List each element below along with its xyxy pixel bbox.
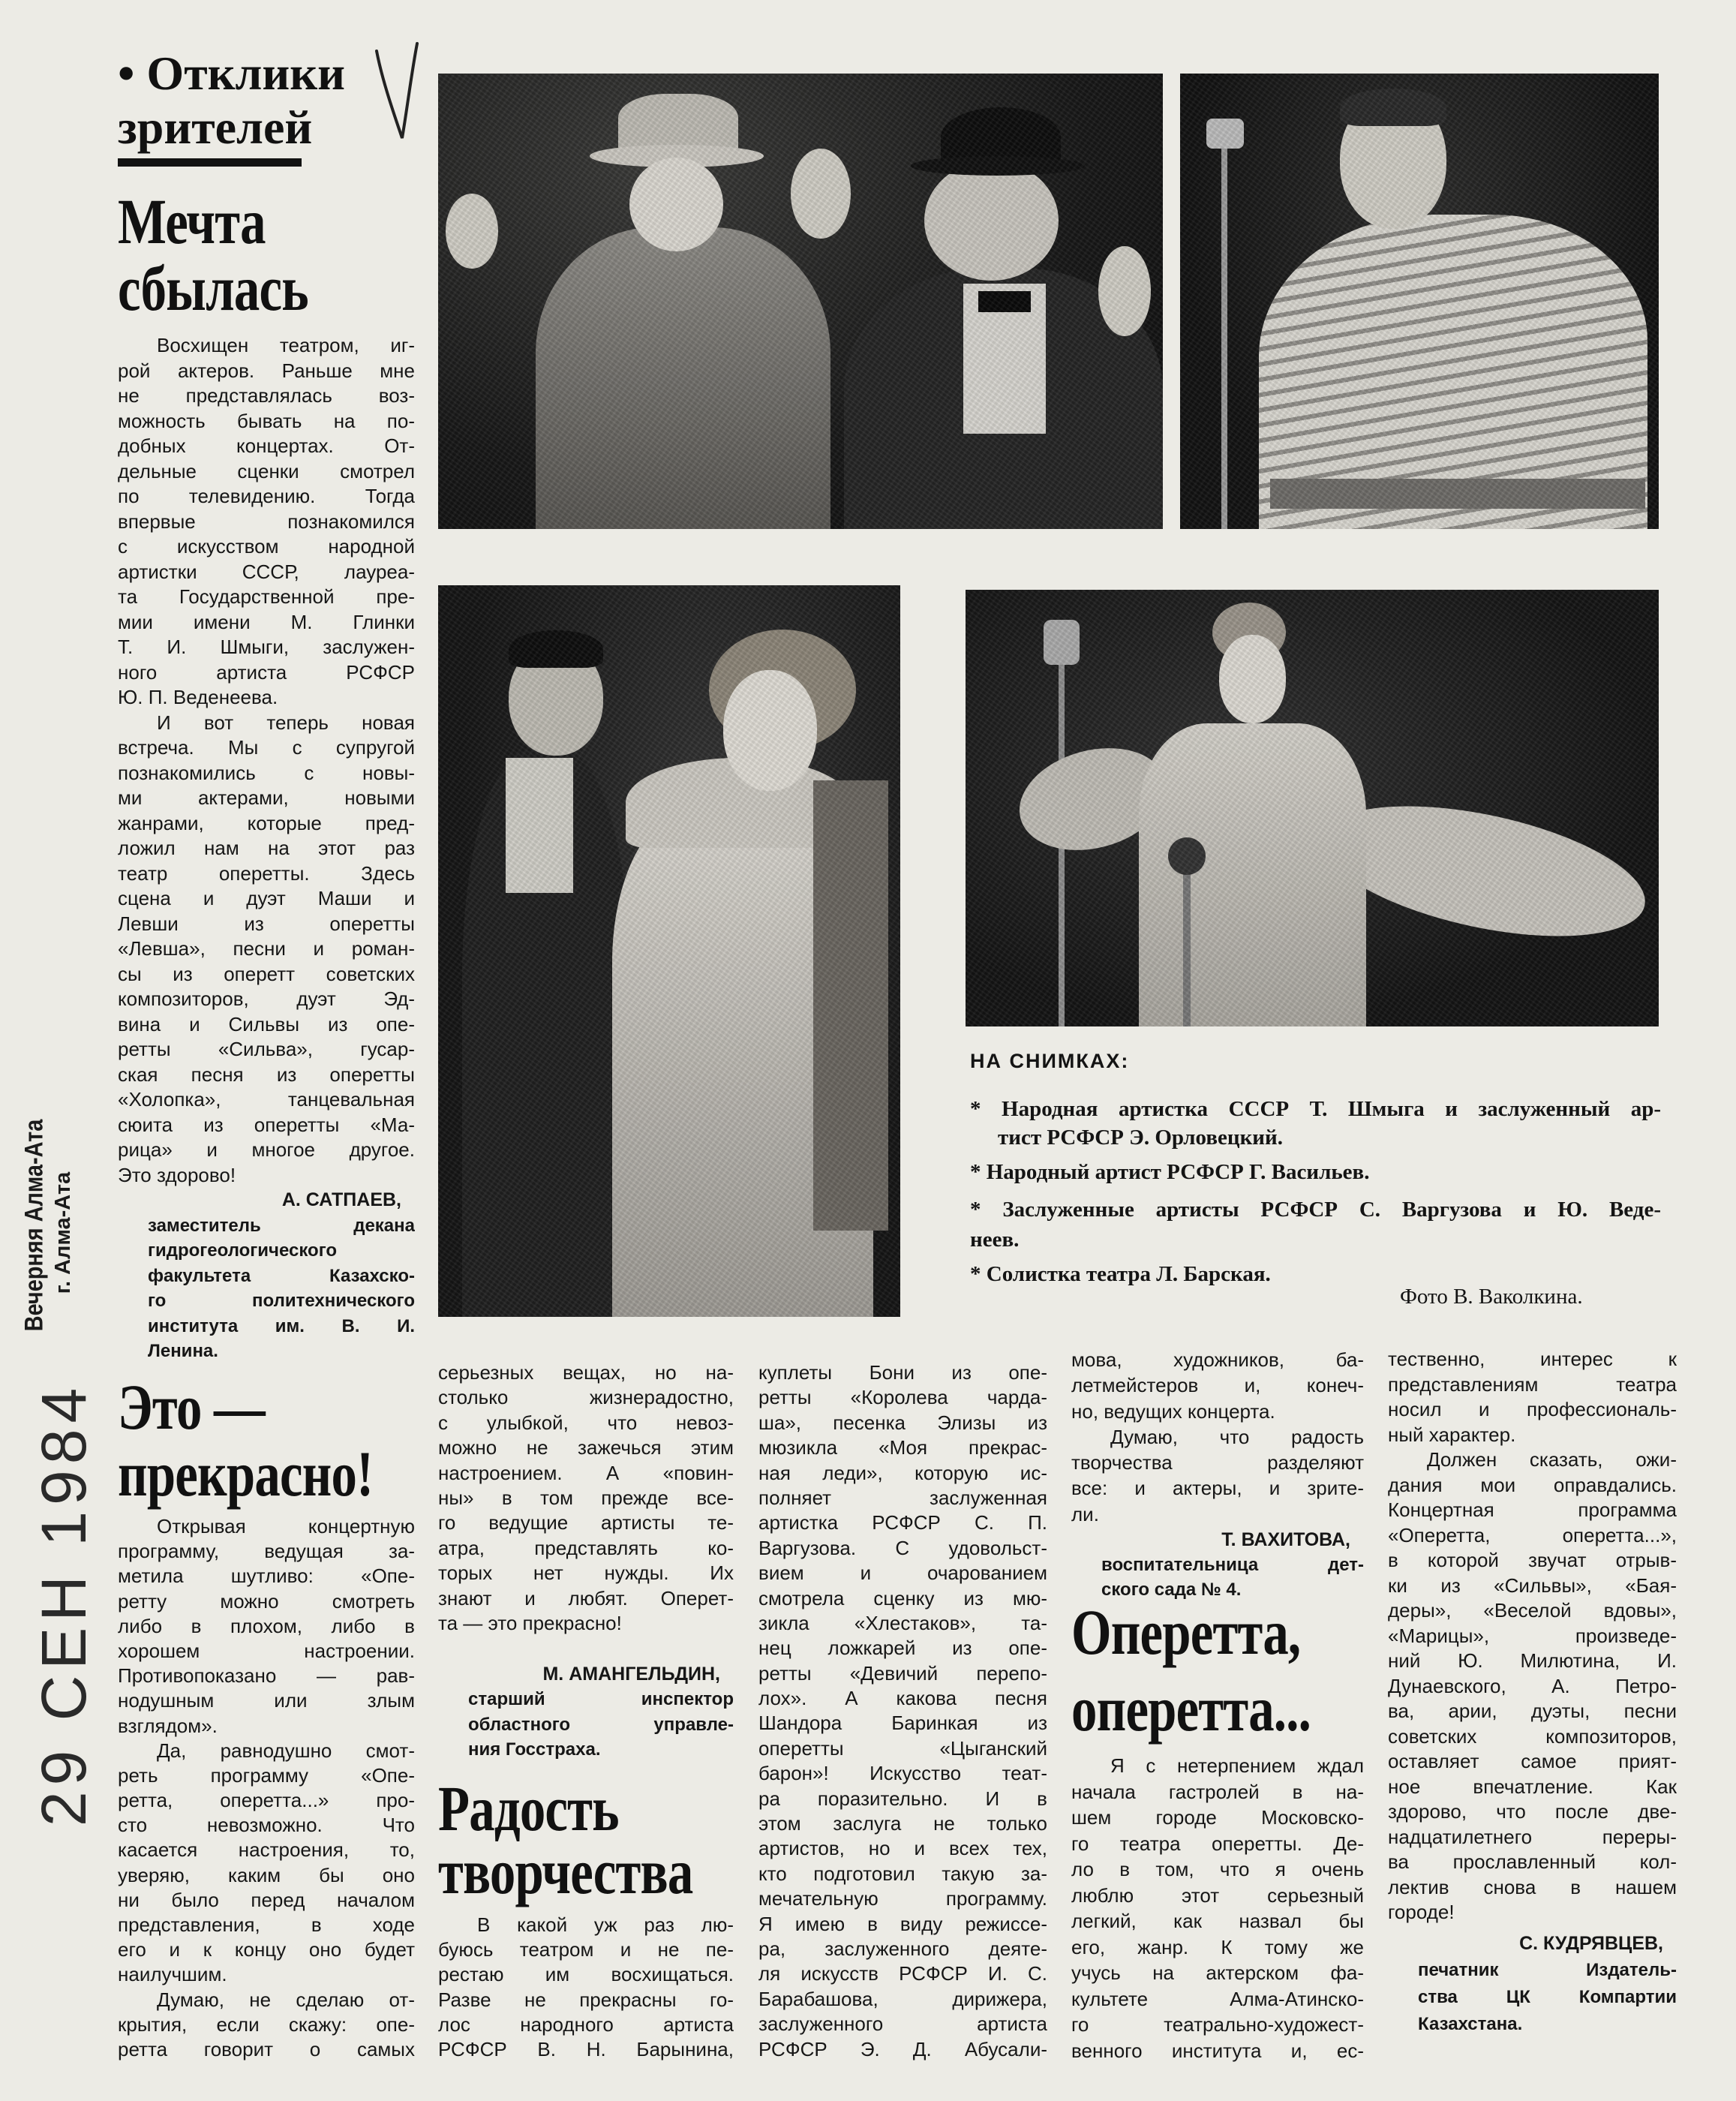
performer-hair (509, 630, 603, 668)
text-line: оставляет самое прият- (1388, 1750, 1677, 1772)
text-line: Это здорово! (118, 1163, 236, 1186)
text-line: Я имею в виду режиссе- (758, 1912, 1047, 1935)
article-3-body-col4 (1071, 1347, 1364, 1527)
text-line: та Государственной пре- (118, 585, 415, 608)
text-line: Барабашова, дирижера, (758, 1987, 1047, 2010)
rubric-underline (118, 158, 302, 167)
performer-hand (791, 149, 851, 239)
text-line: ний Ю. Милютина, И. (1388, 1649, 1677, 1672)
text-line: композиторов, дуэт Эд- (118, 987, 415, 1010)
text-line: все: и актеры, и зрите- (1071, 1477, 1364, 1500)
signature-title-line: воспитательница дет- (1101, 1555, 1364, 1575)
text-line: не представлялась воз- (118, 384, 415, 407)
text-line: В какой уж раз лю- (477, 1913, 734, 1936)
photo-shmyga-orlovetsky (438, 74, 1163, 529)
caption-line: неев. (970, 1228, 1020, 1252)
text-line: с улыбкой, что невоз- (438, 1411, 734, 1434)
performer-shirt (506, 758, 573, 893)
text-line: знают и любят. Оперет- (438, 1586, 734, 1610)
city-stamp: г. Алма-Ата (51, 1171, 75, 1294)
text-line: реть программу «Опе- (118, 1763, 415, 1787)
text-line: хорошем настроении. (118, 1639, 415, 1662)
text-line: лектив снова в нашем (1388, 1875, 1677, 1898)
text-line: Ю. П. Веденеева. (118, 686, 278, 708)
text-line: ный характер. (1388, 1423, 1516, 1446)
signature-title-line: ства ЦК Компартии (1418, 1987, 1677, 2007)
signature-name: М. АМАНГЕЛЬДИН, (542, 1664, 720, 1685)
text-line: куплеты Бони из опе- (758, 1361, 1047, 1384)
text-line: вием и очарованием (758, 1561, 1047, 1585)
text-line: рестаю им восхищаться. (438, 1963, 734, 1986)
photo-vasiliev (1180, 74, 1659, 529)
article-2-headline-1: Это — (118, 1371, 265, 1443)
text-line: представлениям театра (1388, 1372, 1677, 1396)
text-line: «Оперетта, оперетта...», (1388, 1523, 1677, 1546)
text-line: городе! (1388, 1901, 1455, 1923)
text-line: касается настроения, то, (118, 1838, 415, 1862)
text-line: буюсь театром и не пе- (438, 1938, 734, 1961)
signature-title-line: института им. В. И. (148, 1315, 415, 1336)
text-line: сто невозможно. Что (118, 1814, 415, 1837)
caption-line: * Народный артист РСФСР Г. Васильев. (970, 1160, 1370, 1184)
article-2-body-col2 (438, 1360, 734, 1636)
text-line: Да, равнодушно смот- (157, 1739, 415, 1762)
text-line: Я с нетерпением ждал (1110, 1754, 1364, 1777)
text-line: добных концертах. От- (118, 434, 415, 457)
article-3-body-col2 (438, 1913, 734, 2062)
text-line: учусь на актерском фа- (1071, 1961, 1364, 1984)
text-line: го театра оперетты. Де- (1071, 1832, 1364, 1855)
text-line: та — это прекрасно! (438, 1611, 622, 1634)
text-line: ное впечатление. Как (1388, 1775, 1677, 1798)
text-line: артистка РСФСР С. П. (758, 1511, 1047, 1534)
text-line: Думаю, не сделаю от- (157, 1988, 415, 2011)
text-line: го ведущие артисты те- (438, 1511, 734, 1534)
text-line: метила шутливо: «Опе- (118, 1564, 415, 1588)
performer-gown (1139, 723, 1366, 1026)
text-line: заслуженного артиста (758, 2012, 1047, 2036)
article-4-body-col5 (1388, 1347, 1677, 1925)
text-line: творчества разделяют (1071, 1451, 1364, 1474)
rubric-line1 (118, 47, 345, 101)
performer-hand (1098, 246, 1151, 336)
performer-face (1219, 635, 1286, 723)
text-line: в которой звучат отрыв- (1388, 1549, 1677, 1571)
microphone-stand (1183, 858, 1191, 1026)
text-line: театр оперетты. Здесь (118, 861, 415, 885)
signature-title-line: Ленина. (148, 1341, 218, 1361)
article-1-headline-2: сбылась (118, 252, 308, 324)
article-3-headline-1: Радость (438, 1772, 619, 1844)
text-line: летмейстеров и, конеч- (1071, 1374, 1364, 1397)
text-line: настроением. А «повин- (438, 1461, 734, 1484)
article-4-signature (1388, 1930, 1677, 2038)
text-line: смотрела сценку из мю- (758, 1586, 1047, 1610)
rubric-title-2: зрителей (118, 101, 313, 154)
newspaper-stamp: Вечерняя Алма-Ата (20, 1119, 49, 1332)
performer-face (924, 161, 1059, 281)
caption-line: * Народная артистка СССР Т. Шмыга и заслуженный ар- (970, 1097, 1661, 1121)
text-line: но, ведущих концерта. (1071, 1399, 1275, 1423)
text-line: сюита из оперетты «Ма- (118, 1113, 415, 1136)
text-line: ная леди», которую ис- (758, 1461, 1047, 1484)
text-line: ли. (1071, 1502, 1099, 1525)
text-line: дельные сценки смотрел (118, 459, 415, 482)
text-line: ра поразительно. И в (758, 1787, 1047, 1810)
text-line: впервые познакомился (118, 509, 415, 533)
text-line: ретты «Сильва», гусар- (118, 1038, 415, 1060)
article-2-body-col1 (118, 1514, 415, 2062)
text-line: либо в плохом, либо в (118, 1614, 415, 1637)
signature-title-line: печатник Издатель- (1418, 1960, 1677, 1980)
microphone-icon (1206, 119, 1244, 149)
text-line: начала гастролей в на- (1071, 1780, 1364, 1803)
text-line: наилучшим. (118, 1963, 227, 1986)
text-line: артистов, но и всех тех, (758, 1837, 1047, 1860)
text-line: Восхищен театром, иг- (157, 334, 415, 356)
text-line: ша», песенка Элизы из (758, 1411, 1047, 1434)
text-line: ретта, оперетта...» про- (118, 1789, 415, 1812)
text-line: лох». А какова песня (758, 1687, 1047, 1710)
text-line: дания мои оправдались. (1388, 1473, 1677, 1496)
text-line: ва прославленный кол- (1388, 1850, 1677, 1873)
performer-hand (446, 194, 498, 269)
text-line: шем городе Московско- (1071, 1806, 1364, 1829)
text-line: торых нет нужды. Их (438, 1561, 734, 1585)
text-line: по телевидению. Тогда (118, 485, 415, 507)
text-line: мии имени М. Глинки (118, 610, 415, 633)
article-4-body-col4 (1071, 1753, 1364, 2063)
article-3-signature (1071, 1528, 1364, 1602)
text-line: здорово, что после две- (1388, 1800, 1677, 1823)
text-line: ретту можно смотреть (118, 1589, 415, 1613)
text-line: Т. И. Шмыги, заслужен- (118, 636, 415, 658)
text-line: ложил нам на этот раз (118, 837, 415, 859)
performer-figure (536, 227, 830, 529)
text-line: Противопоказано — рав- (118, 1664, 415, 1688)
text-line: Должен сказать, ожи- (1427, 1448, 1677, 1471)
text-line: мечательную программу. (758, 1887, 1047, 1910)
text-line: Концертная программа (1388, 1498, 1677, 1521)
article-1-headline-1: Мечта (118, 185, 266, 257)
performer-face (629, 158, 723, 251)
signature-title-line: ния Госстраха. (468, 1739, 601, 1760)
photo-barskaya (966, 590, 1659, 1026)
text-line: рой актеров. Раньше мне (118, 359, 415, 382)
text-line: надцатилетнего переры- (1388, 1825, 1677, 1848)
text-line: крытия, если скажу: опе- (118, 2012, 415, 2036)
text-line: этом заслуга не только (758, 1812, 1047, 1835)
signature-title-line: факультета Казахско- (148, 1265, 415, 1286)
text-line: РСФСР Э. Д. Абусали- (758, 2037, 1047, 2060)
article-4-column-5 (1388, 1347, 1677, 1925)
text-line: нодушным или злым (118, 1689, 415, 1712)
text-line: ретты «Девичий перепо- (758, 1661, 1047, 1685)
text-line: «Холопка», танцевальная (118, 1088, 415, 1111)
text-line: серьезных вещах, но на- (438, 1361, 734, 1384)
text-line: го театрально-художест- (1071, 2013, 1364, 2036)
text-line: можность бывать на по- (118, 409, 415, 432)
text-line: встреча. Мы с супругой (118, 736, 415, 759)
text-line: полняет заслуженная (758, 1486, 1047, 1509)
text-line: можно не зажечься этим (438, 1436, 734, 1459)
captions-heading: НА СНИМКАХ: (970, 1050, 1130, 1072)
signature-title-line: заместитель декана (148, 1215, 415, 1236)
text-line: мова, художников, ба- (1071, 1348, 1364, 1371)
performer-hat-brim (911, 156, 1085, 176)
signature-title-line: ского сада № 4. (1101, 1580, 1242, 1600)
text-line: рица» и многое другое. (118, 1138, 415, 1161)
text-line: взглядом». (118, 1714, 218, 1737)
text-line: программу, ведущая за- (118, 1540, 415, 1563)
text-line: его и к концу оно будет (118, 1938, 415, 1961)
photo-vargusova-vedeneev (438, 585, 900, 1317)
text-line: тественно, интерес к (1388, 1348, 1677, 1370)
article-4-column-4 (1071, 1753, 1364, 2063)
text-line: РСФСР В. Н. Барынина, (438, 2037, 734, 2060)
text-line: Дунаевского, А. Петро- (1388, 1674, 1677, 1697)
signature-title-line: областного управле- (468, 1714, 734, 1735)
text-line: «Левша», песни и роман- (118, 937, 415, 960)
text-line: зикла «Хлестаков», та- (758, 1611, 1047, 1634)
text-line: советских композиторов, (1388, 1724, 1677, 1748)
signature-title-line: гидрогеологического (148, 1240, 338, 1261)
text-line: Думаю, что радость (1110, 1425, 1364, 1448)
caption-line: * Солистка театра Л. Барская. (970, 1262, 1271, 1286)
text-line: ного артиста РСФСР (118, 660, 415, 684)
text-line: атра, представлять ко- (438, 1536, 734, 1559)
text-line: нец ложкарей из опе- (758, 1637, 1047, 1660)
text-line: вина и Сильвы из опе- (118, 1012, 415, 1035)
text-line: люблю этот серьезный (1071, 1883, 1364, 1907)
text-line: ки из «Сильвы», «Бая- (1388, 1573, 1677, 1597)
text-line: познакомились с новы- (118, 761, 415, 784)
text-line: ретта говорит о самых (118, 2037, 415, 2060)
text-line: сы из оперетт советских (118, 962, 415, 985)
caption-line: тист РСФСР Э. Орловецкий. (998, 1126, 1283, 1150)
performer-shawl (813, 780, 888, 1231)
text-line: жанрами, которые пред- (118, 811, 415, 834)
text-line: ретты «Королева чарда- (758, 1386, 1047, 1409)
text-line: Открывая концертную (157, 1515, 415, 1537)
text-line: ло в том, что я очень (1071, 1858, 1364, 1880)
signature-title-line: Казахстана. (1418, 2014, 1523, 2034)
text-line: барон»! Искусство теат- (758, 1762, 1047, 1785)
article-1-body (118, 333, 415, 1188)
text-line: сцена и дуэт Маши и (118, 887, 415, 909)
text-line: ми актерами, новыми (118, 786, 415, 809)
text-line: венного института и, ес- (1071, 2039, 1364, 2062)
signature-title-line: старший инспектор (468, 1689, 734, 1710)
text-line: легкий, как назвал бы (1071, 1910, 1364, 1932)
text-line: Шандора Баринкая из (758, 1712, 1047, 1735)
signature-name: С. КУДРЯВЦЕВ, (1519, 1933, 1663, 1954)
text-line: мюзикла «Моя прекрас- (758, 1436, 1047, 1459)
article-2-headline-2: прекрасно! (118, 1438, 374, 1510)
text-line: с искусством народной (118, 535, 415, 558)
article-3-column-4 (1071, 1347, 1364, 1527)
date-stamp: 29 СЕН 1984 (29, 1381, 99, 1827)
text-line: представления, в ходе (118, 1913, 415, 1936)
rubric-title-1: Отклики (146, 47, 346, 100)
rubric-bullet: • (118, 47, 135, 100)
text-line: культете Алма-Атинско- (1071, 1987, 1364, 2010)
text-line: оперетты «Цыганский (758, 1736, 1047, 1760)
signature-name: А. САТПАЕВ, (281, 1189, 401, 1210)
article-1-signature (118, 1188, 415, 1364)
text-line: Левши из оперетты (118, 912, 415, 935)
article-3-column-3 (758, 1360, 1047, 2062)
text-line: «Марицы», произведе- (1388, 1624, 1677, 1647)
text-line: Разве не прекрасны го- (438, 1988, 734, 2011)
text-line: ля искусств РСФСР И. С. (758, 1962, 1047, 1985)
caption-line: * Заслуженные артисты РСФСР С. Варгузова и Ю. Веде- (970, 1198, 1661, 1222)
article-1-column (118, 333, 415, 1364)
performer-bow-tie (978, 291, 1031, 312)
article-4-headline-1: Оперетта, (1071, 1596, 1301, 1668)
text-line: столько жизнерадостно, (438, 1386, 734, 1409)
text-line: деры», «Веселой вдовы», (1388, 1599, 1677, 1622)
performer-face (723, 670, 817, 791)
text-line: носил и профессиональ- (1388, 1398, 1677, 1420)
text-line: ны» в том прежде все- (438, 1486, 734, 1509)
article-4-headline-2: оперетта... (1071, 1673, 1311, 1745)
article-2-column-1 (118, 1514, 415, 2062)
check-mark-icon (368, 38, 428, 150)
microphone-icon (1044, 620, 1080, 665)
article-3-column-2 (438, 1913, 734, 2062)
article-3-body-col3 (758, 1360, 1047, 2062)
microphone-icon (1168, 837, 1206, 875)
signature-name: Т. ВАХИТОВА, (1221, 1529, 1350, 1550)
performer-hair (1340, 89, 1446, 126)
performer-belt (1270, 479, 1645, 509)
text-line: Варгузова. С удовольст- (758, 1536, 1047, 1559)
microphone-stand (1221, 134, 1227, 529)
article-3-headline-2: творчества (438, 1835, 693, 1907)
text-line: ра, заслуженного деяте- (758, 1937, 1047, 1960)
signature-title-line: го политехнического (148, 1291, 415, 1311)
text-line: лос народного артиста (438, 2012, 734, 2036)
text-line: кто подготовил такую за- (758, 1862, 1047, 1885)
photo-credit: Фото В. Ваколкина. (1400, 1285, 1583, 1309)
text-line: И вот теперь новая (157, 711, 415, 734)
text-line: ни было перед началом (118, 1888, 415, 1911)
text-line: уверяю, каким бы оно (118, 1863, 415, 1886)
article-2-signature (438, 1662, 734, 1763)
article-2-column-2 (438, 1360, 734, 1636)
text-line: ва, арии, дуэты, песни (1388, 1700, 1677, 1722)
text-line: ская песня из оперетты (118, 1063, 415, 1086)
text-line: артистки СССР, лауреа- (118, 560, 415, 583)
text-line: его, жанр. К тому же (1071, 1935, 1364, 1958)
